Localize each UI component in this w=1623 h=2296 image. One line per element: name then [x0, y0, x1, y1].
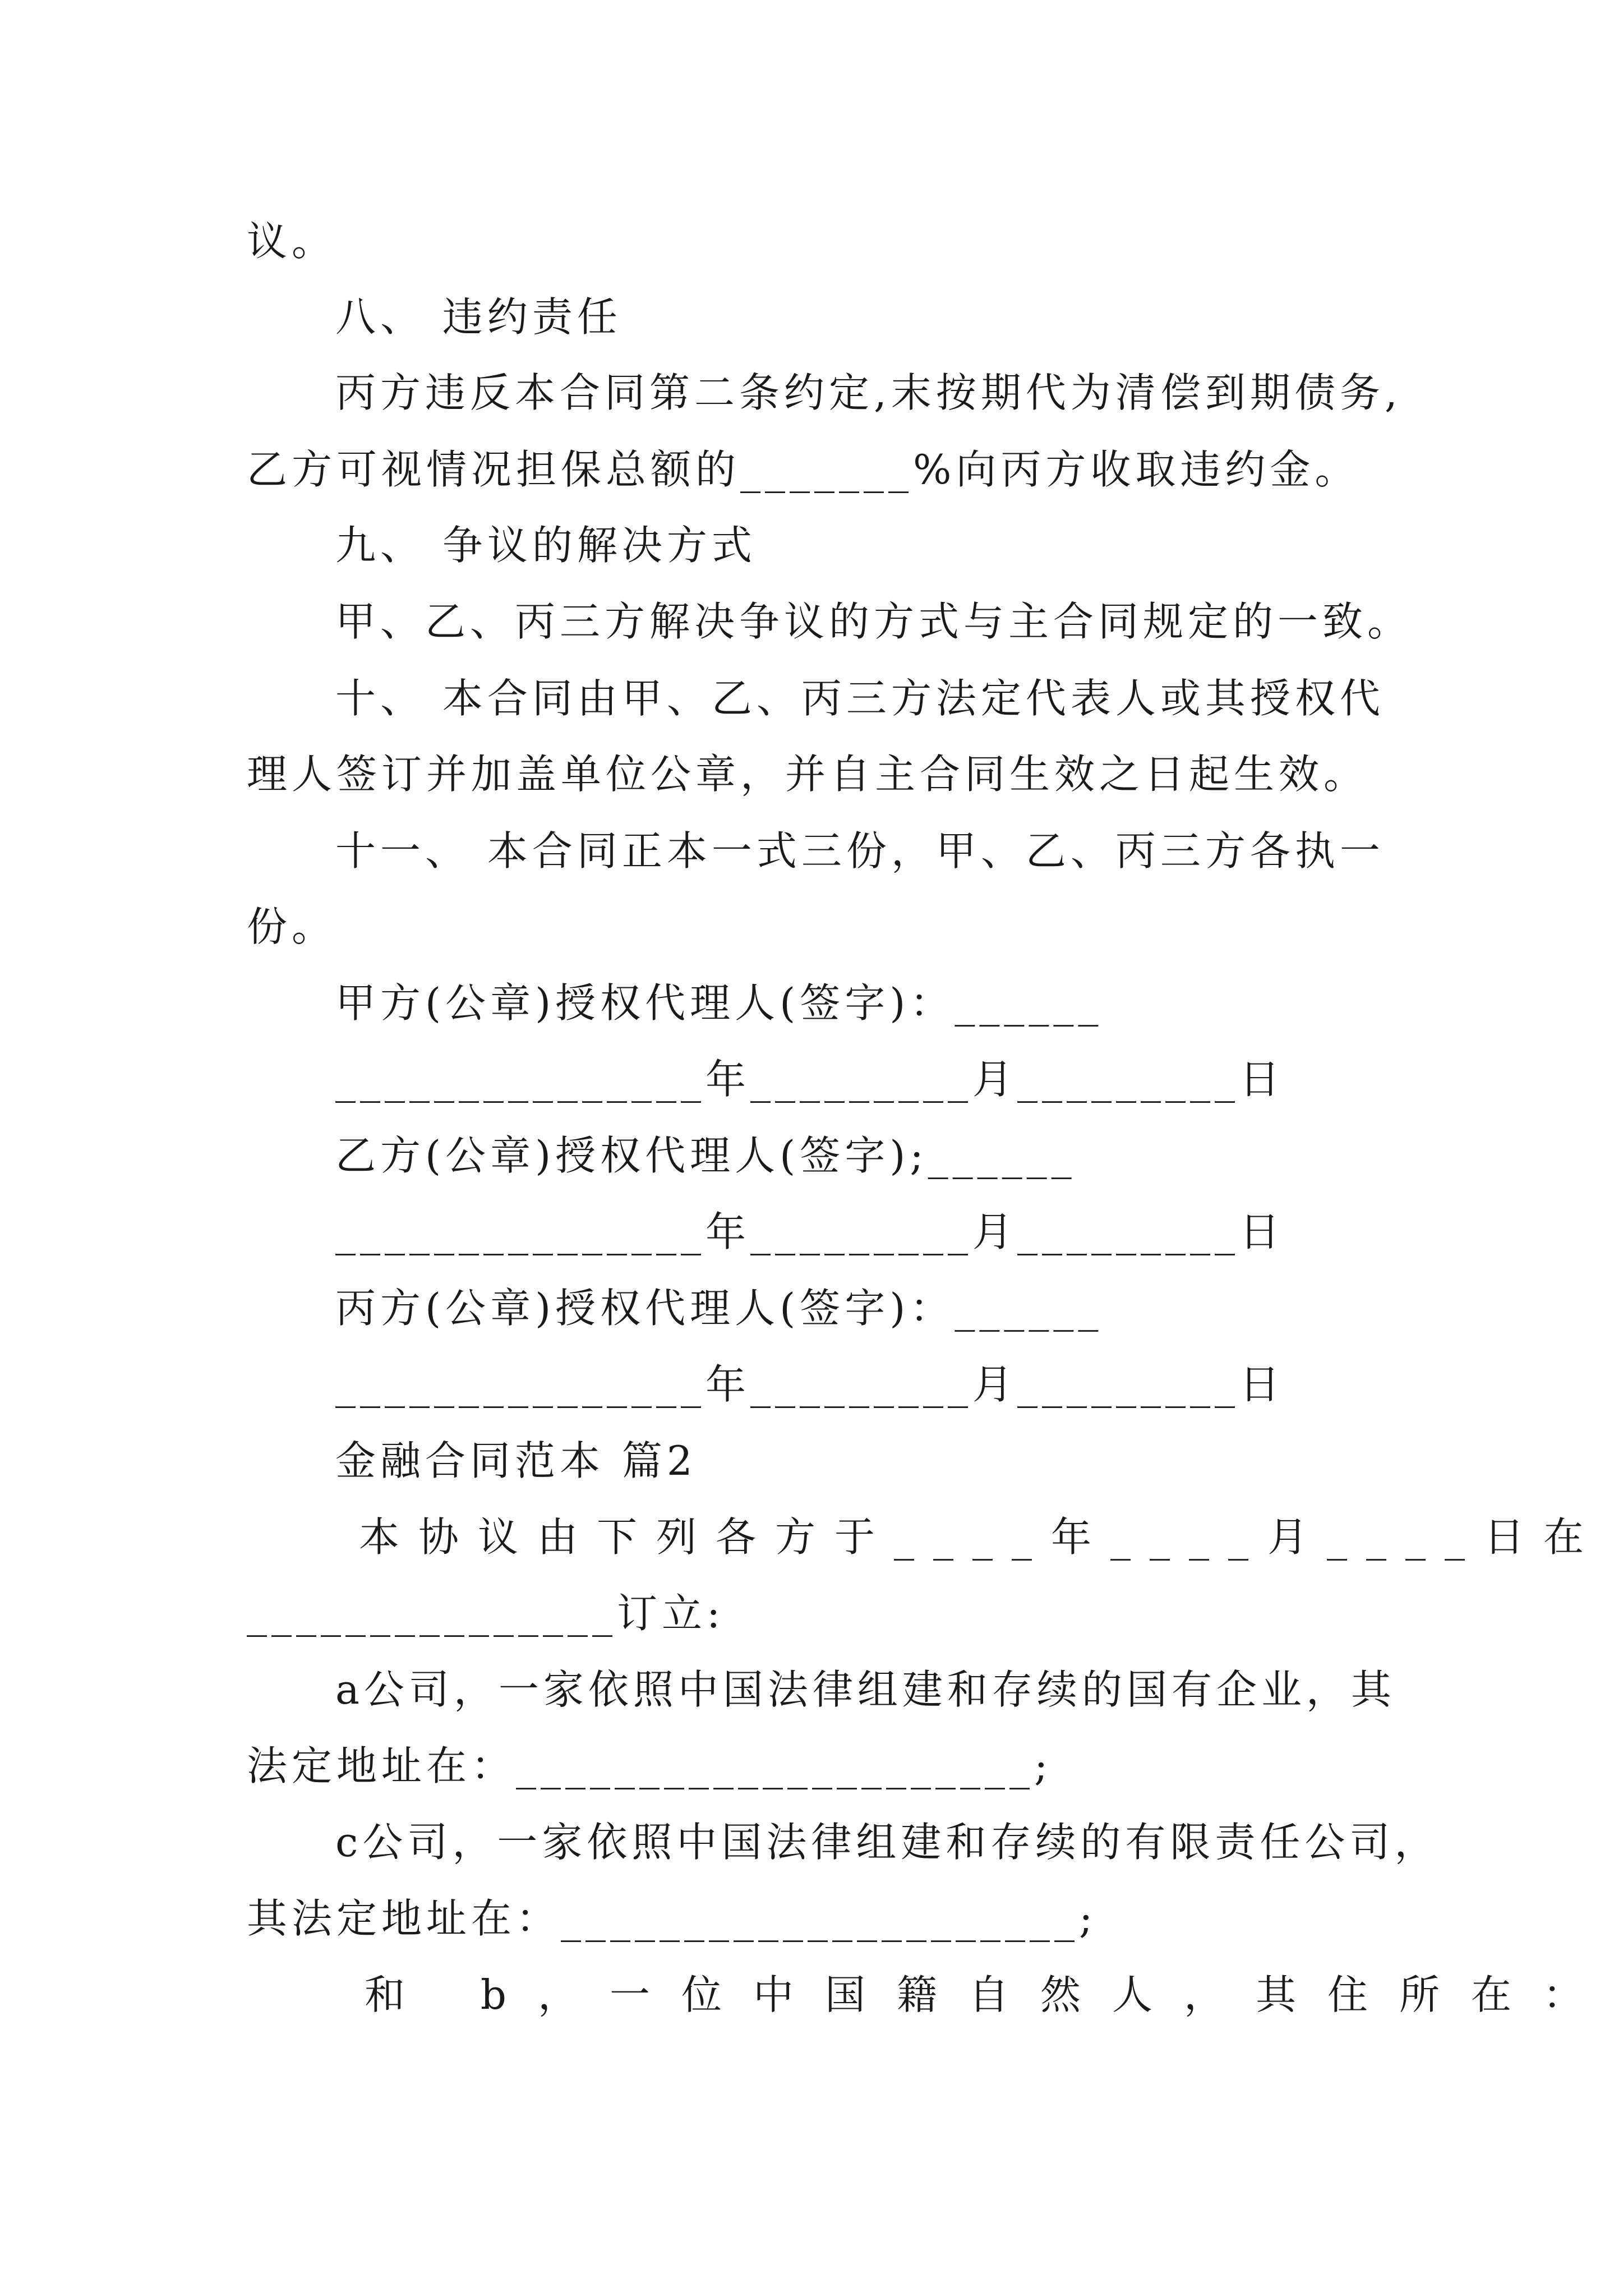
- paragraph-line: 本协议由下列各方于____年____月____日在: [359, 1513, 1603, 1561]
- paragraph-line: _______________订立:: [247, 1590, 725, 1637]
- document-subtitle: 金融合同范本 篇2: [335, 1437, 697, 1484]
- paragraph-line: 份。: [247, 903, 337, 950]
- paragraph-line: 和 b，一位中国籍自然人，其住所在：: [365, 1971, 1615, 2018]
- paragraph-line: a公司，一家依照中国法律组建和存续的国有企业，其: [335, 1666, 1396, 1713]
- paragraph-line: 十、 本合同由甲、乙、丙三方法定代表人或其授权代: [335, 675, 1385, 722]
- paragraph-line: 其法定地址在：_____________________;: [247, 1895, 1098, 1942]
- signature-line-party-c: 丙方(公章)授权代理人(签字)：______: [335, 1285, 1103, 1332]
- section-heading: 八、 违约责任: [335, 293, 622, 341]
- signature-line-party-b: 乙方(公章)授权代理人(签字);______: [335, 1132, 1076, 1179]
- signature-line-party-a: 甲方(公章)授权代理人(签字)：______: [335, 979, 1103, 1027]
- paragraph-line: 法定地址在：_____________________;: [247, 1742, 1053, 1789]
- section-heading: 九、 争议的解决方式: [335, 522, 757, 569]
- date-line-party-b: _______________年_________月_________日: [335, 1208, 1284, 1255]
- paragraph-line: 丙方违反本合同第二条约定,末按期代为清偿到期债务,: [335, 369, 1402, 416]
- paragraph-line: c公司，一家依照中国法律组建和存续的有限责任公司，: [335, 1819, 1440, 1866]
- paragraph-line: 乙方可视情况担保总额的_______%向丙方收取违约金。: [247, 446, 1360, 493]
- paragraph-line: 十一、 本合同正本一式三份，甲、乙、丙三方各执一: [335, 827, 1385, 875]
- date-line-party-c: _______________年_________月_________日: [335, 1361, 1284, 1408]
- paragraph-line: 甲、乙、丙三方解决争议的方式与主合同规定的一致。: [335, 598, 1413, 645]
- date-line-party-a: _______________年_________月_________日: [335, 1056, 1284, 1103]
- paragraph-line: 理人签订并加盖单位公章，并自主合同生效之日起生效。: [247, 751, 1369, 798]
- paragraph-line: 议。: [247, 218, 337, 265]
